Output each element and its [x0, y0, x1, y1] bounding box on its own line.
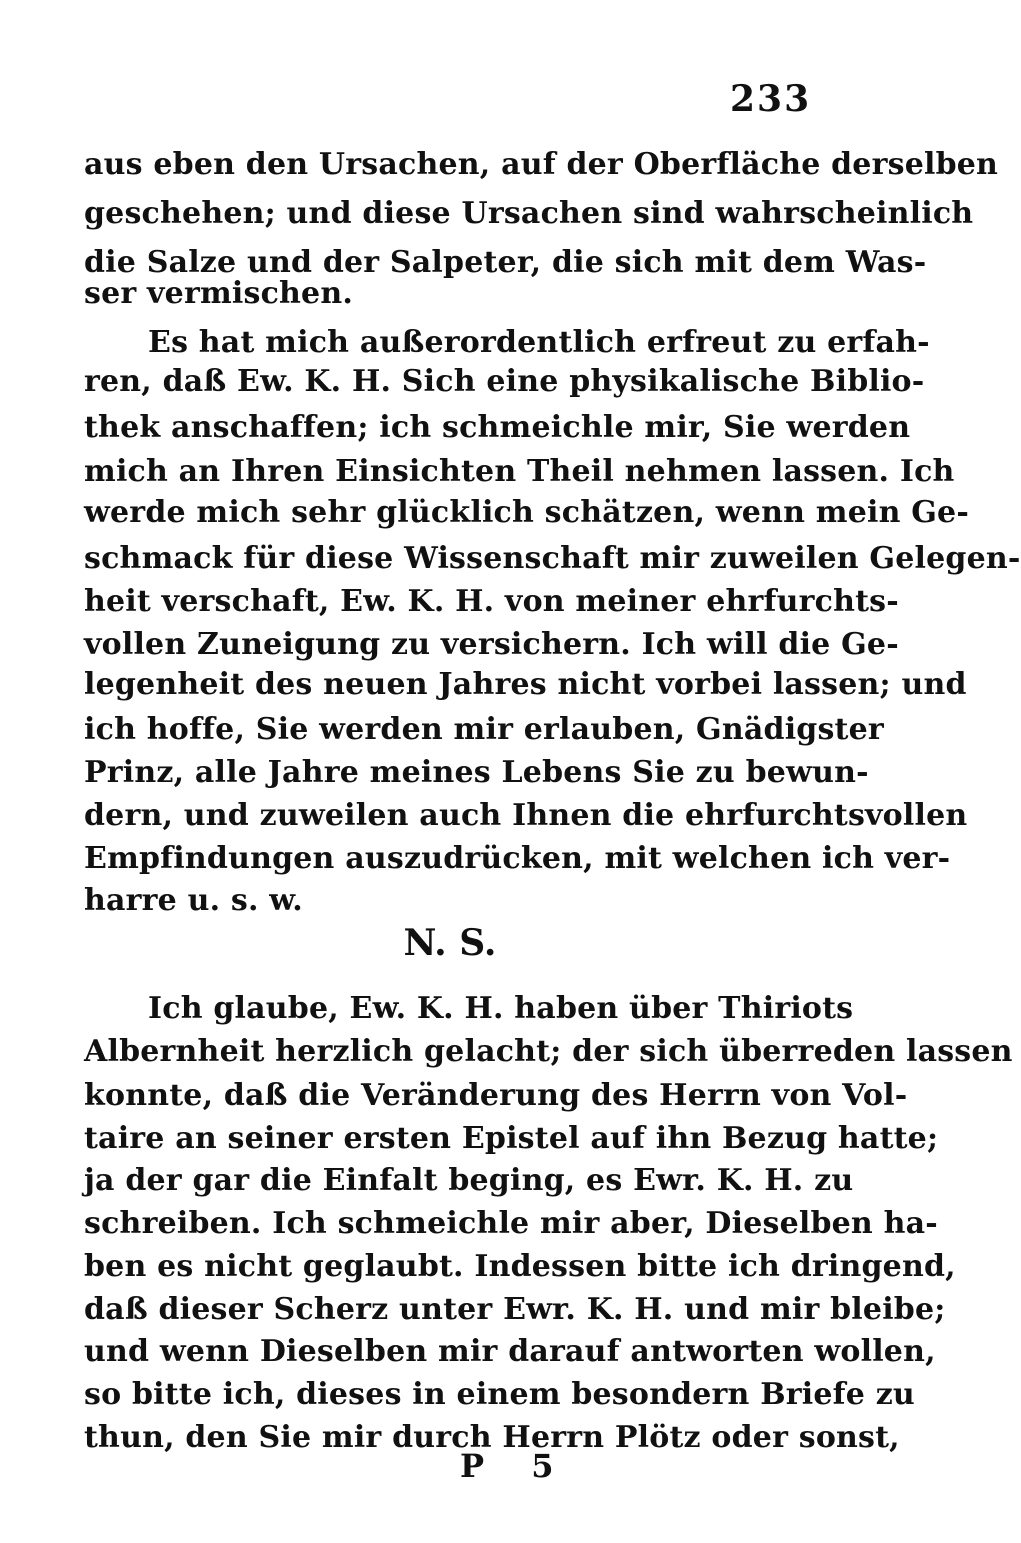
- text-line: Albernheit herzlich gelacht; der sich überreden lassen: [84, 1034, 1013, 1069]
- text-line: ren, daß Ew. K. H. Sich eine physikalische Biblio-: [84, 364, 925, 399]
- text-line: ich hoffe, Sie werden mir erlauben, Gnädigster: [84, 712, 884, 747]
- text-line: vollen Zuneigung zu versichern. Ich will die Ge-: [84, 627, 899, 662]
- text-line: mich an Ihren Einsichten Theil nehmen lassen. Ich: [84, 454, 955, 489]
- text-line: daß dieser Scherz unter Ewr. K. H. und mir bleibe;: [84, 1292, 946, 1327]
- text-line: konnte, daß die Veränderung des Herrn von Vol-: [84, 1078, 908, 1113]
- text-line: Empfindungen auszudrücken, mit welchen ich ver-: [84, 841, 951, 876]
- text-line: geschehen; und diese Ursachen sind wahrscheinlich: [84, 196, 974, 231]
- text-line: thek anschaffen; ich schmeichle mir, Sie werden: [84, 410, 911, 445]
- text-line: so bitte ich, dieses in einem besondern Briefe zu: [84, 1377, 915, 1412]
- page-number: 233: [730, 78, 812, 120]
- text-line: taire an seiner ersten Epistel auf ihn Bezug hatte;: [84, 1121, 939, 1156]
- text-line: thun, den Sie mir durch Herrn Plötz oder sonst,: [84, 1420, 900, 1455]
- text-line: Es hat mich außerordentlich erfreut zu erfah-: [148, 325, 930, 360]
- text-line: Ich glaube, Ew. K. H. haben über Thiriots: [148, 991, 854, 1026]
- text-line: Prinz, alle Jahre meines Lebens Sie zu bewun-: [84, 755, 869, 790]
- text-line: schmack für diese Wissenschaft mir zuweilen Gelegen-: [84, 541, 1021, 576]
- text-line: die Salze und der Salpeter, die sich mit dem Was-: [84, 245, 927, 280]
- text-line: und wenn Dieselben mir darauf antworten wollen,: [84, 1334, 936, 1369]
- text-line: heit verschaft, Ew. K. H. von meiner ehrfurchts-: [84, 584, 899, 619]
- text-line: dern, und zuweilen auch Ihnen die ehrfurchtsvollen: [84, 798, 968, 833]
- text-line: schreiben. Ich schmeichle mir aber, Dieselben ha-: [84, 1206, 938, 1241]
- text-line: legenheit des neuen Jahres nicht vorbei lassen; und: [84, 667, 967, 702]
- text-line: harre u. s. w.: [84, 883, 303, 918]
- signature-mark: P 5: [460, 1447, 572, 1485]
- postscript-heading: N. S.: [403, 922, 497, 964]
- text-line: ja der gar die Einfalt beging, es Ewr. K. H. zu: [84, 1163, 854, 1198]
- text-line: aus eben den Ursachen, auf der Oberfläche derselben: [84, 147, 999, 182]
- text-line: werde mich sehr glücklich schätzen, wenn mein Ge-: [84, 495, 969, 530]
- text-line: ben es nicht geglaubt. Indessen bitte ich dringend,: [84, 1249, 956, 1284]
- text-line: ser vermischen.: [84, 276, 354, 311]
